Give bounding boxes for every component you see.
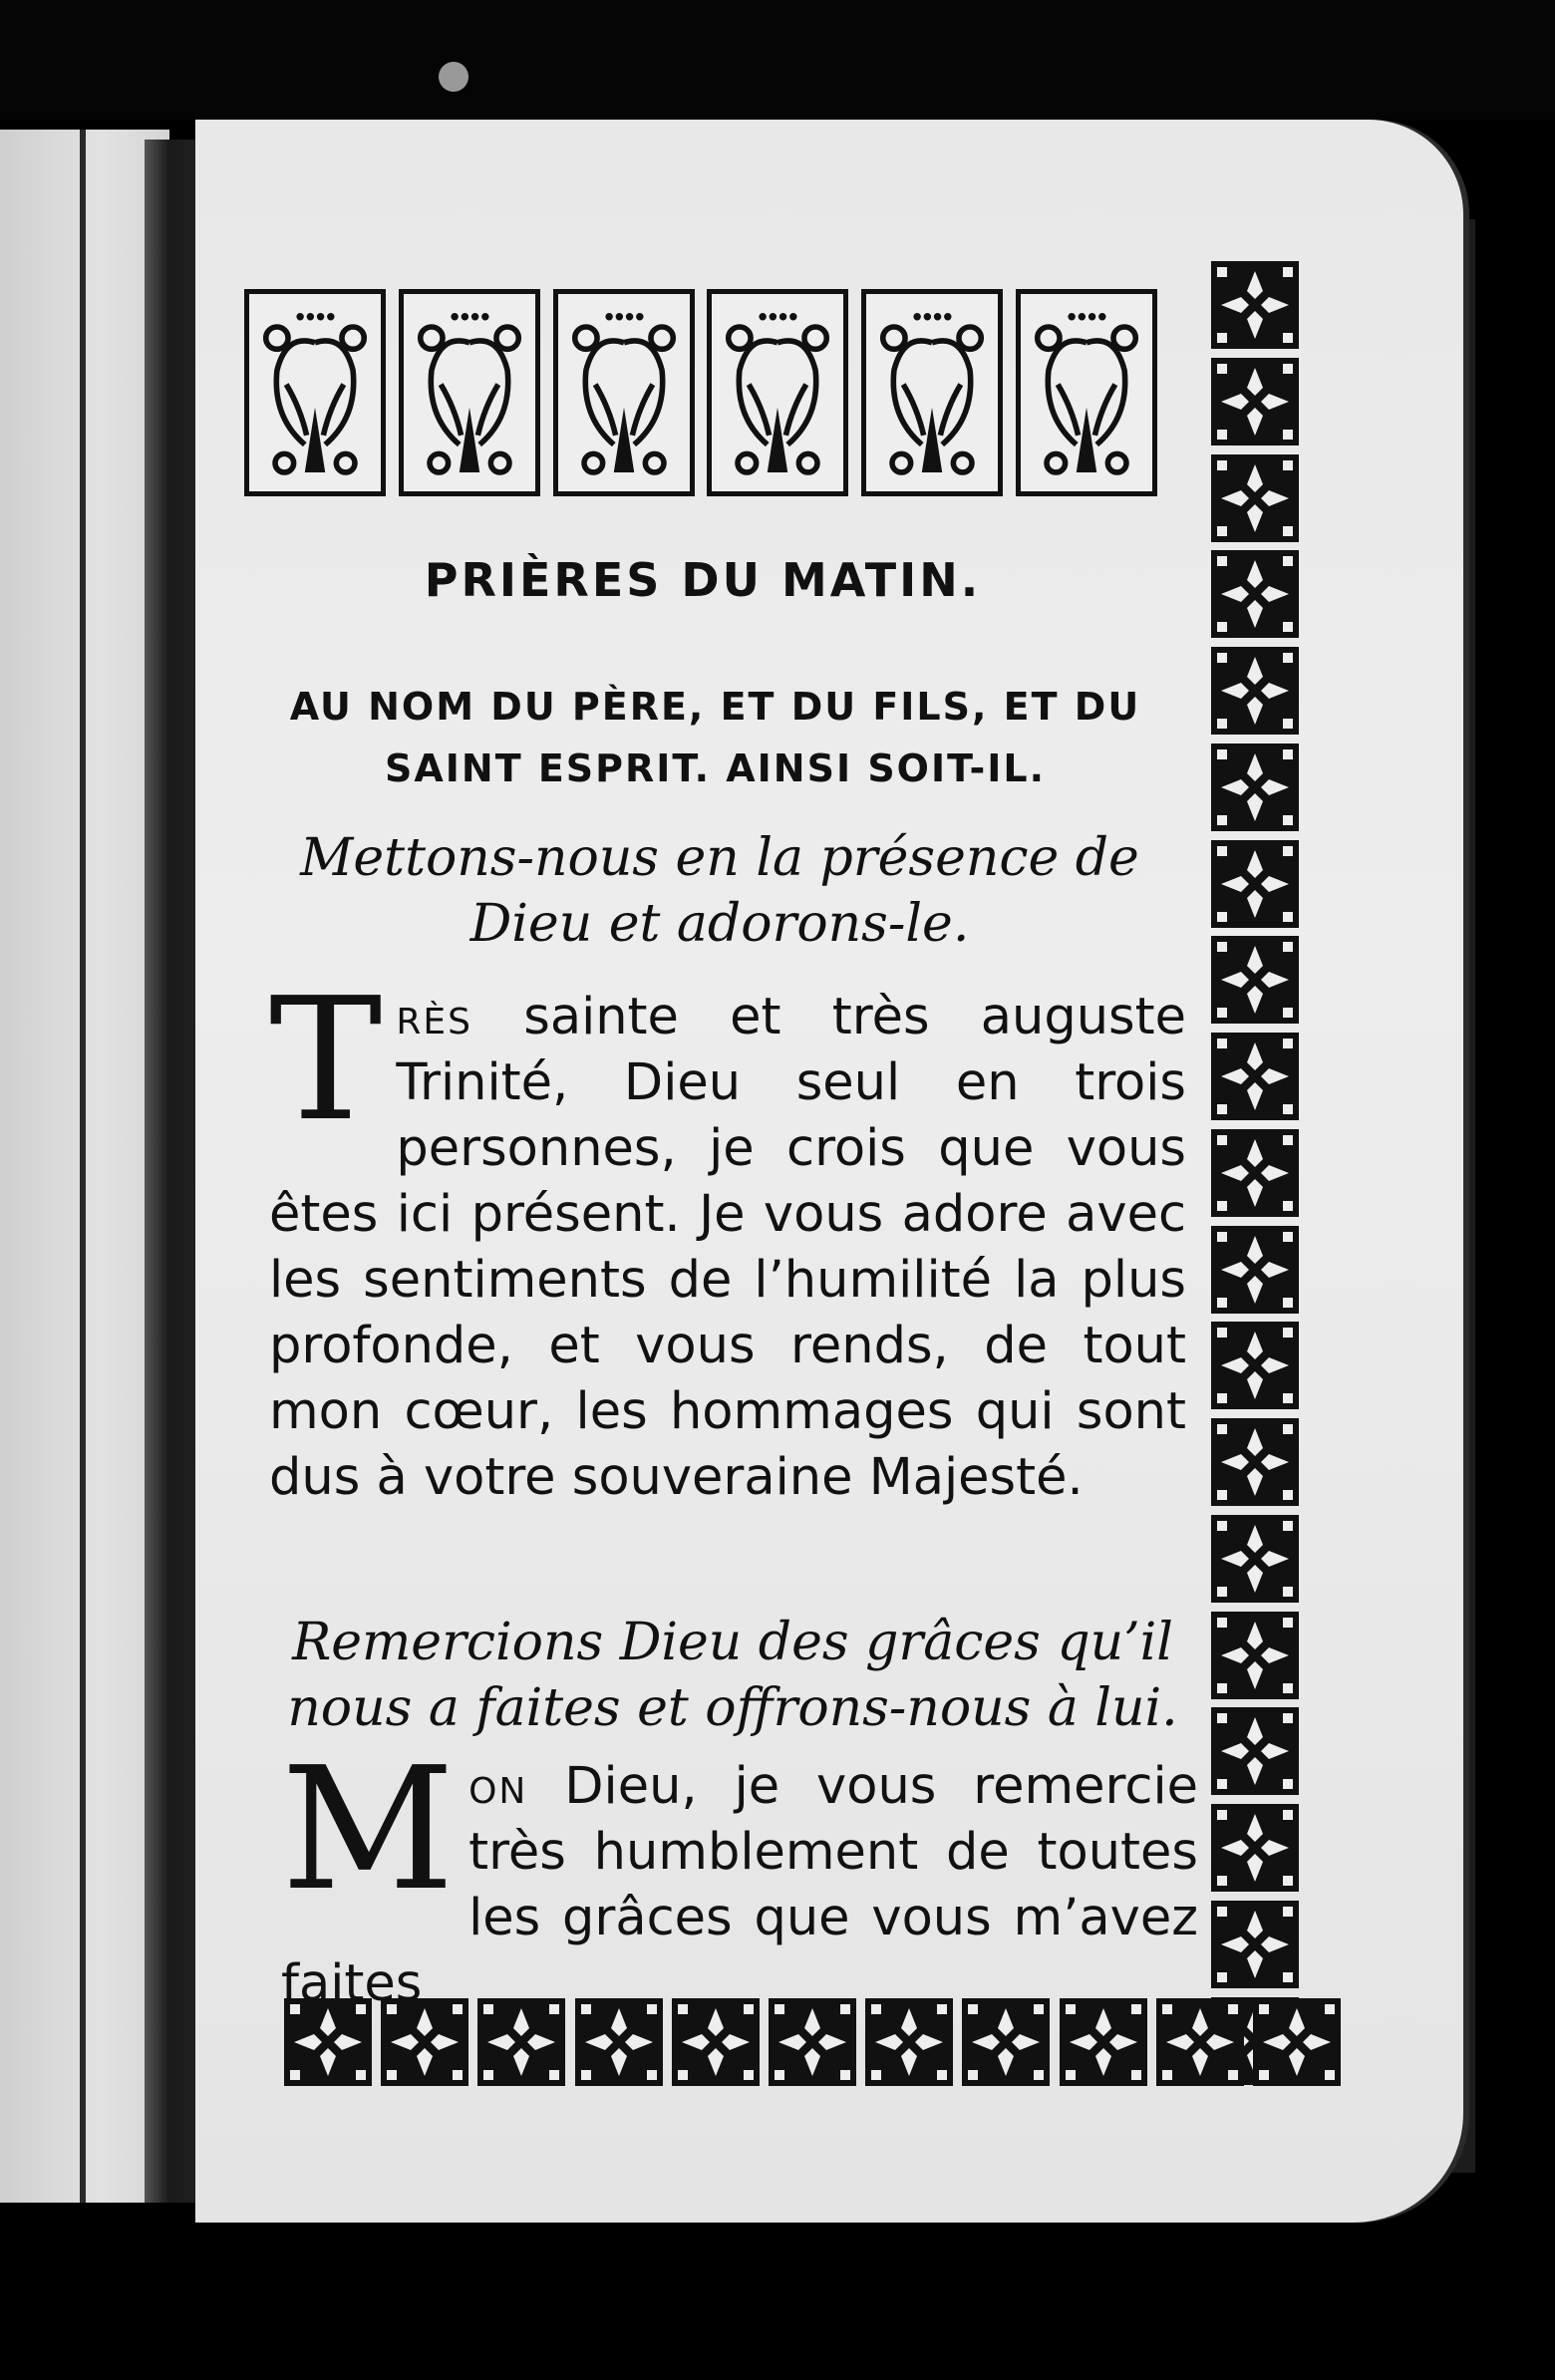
drop-cap: M xyxy=(281,1731,456,1929)
winged-ornament-icon xyxy=(244,289,386,496)
winged-ornament-icon xyxy=(553,289,695,496)
winged-ornament-icon xyxy=(707,289,848,496)
cross-ornament-icon xyxy=(1211,936,1299,1024)
prayer-thanksgiving xyxy=(281,1731,1198,2017)
small-caps-lead: on xyxy=(468,1757,528,1816)
page-title: PRIÈRES DU MATIN. xyxy=(424,553,982,607)
ornamental-frieze xyxy=(244,289,1157,500)
cross-ornament-icon xyxy=(1211,1901,1299,1988)
cross-ornament-icon xyxy=(1211,647,1299,735)
drop-cap: T xyxy=(269,962,383,1159)
cross-ornament-icon xyxy=(1253,1998,1341,2086)
cross-ornament-icon xyxy=(1211,1129,1299,1217)
cross-ornament-icon xyxy=(1211,840,1299,928)
cross-border-right xyxy=(1211,261,1303,2085)
film-margin xyxy=(0,0,1555,120)
cross-ornament-icon xyxy=(1211,1612,1299,1699)
winged-ornament-icon xyxy=(1016,289,1157,496)
cross-ornament-icon xyxy=(1211,1322,1299,1409)
cross-ornament-icon xyxy=(1211,1418,1299,1506)
prayer-text: Dieu, je vous remercie très humblement de toutes les grâces que vous m’avez faites xyxy=(281,1757,1198,2013)
winged-ornament-icon xyxy=(861,289,1003,496)
film-speck xyxy=(439,62,468,92)
cross-ornament-icon xyxy=(1211,1033,1299,1120)
rubric-presence: Mettons-nous en la présence de Dieu et adorons-le. xyxy=(300,828,1139,954)
prayer-adoration xyxy=(269,962,1186,1511)
prayer-text: sainte et très auguste Trinité, Dieu seul en trois personnes, je crois que vous êtes ici présent. Je vous adore avec les sentiments de l’humilité la plus profonde, et vous rends, de tout mon cœur, les hommages qui sont dus à votre souveraine Majesté. xyxy=(269,988,1186,1507)
winged-ornament-icon xyxy=(399,289,540,496)
facing-page-rule xyxy=(80,130,86,2203)
cross-ornament-icon xyxy=(1211,1515,1299,1603)
invocation: AU NOM DU PÈRE, ET DU FILS, ET DU SAINT ESPRIT. AINSI SOIT-IL. xyxy=(289,685,1141,790)
cross-ornament-icon xyxy=(1211,358,1299,446)
cross-ornament-icon xyxy=(1211,1707,1299,1795)
cross-ornament-icon xyxy=(1211,1804,1299,1892)
cross-ornament-icon xyxy=(1211,261,1299,349)
cross-ornament-icon xyxy=(1211,744,1299,831)
small-caps-lead: rès xyxy=(396,988,473,1046)
cross-ornament-icon xyxy=(1211,454,1299,542)
cross-ornament-icon xyxy=(1211,1226,1299,1314)
cross-ornament-icon xyxy=(1211,550,1299,638)
rubric-thanksgiving: Remercions Dieu des grâces qu’il nous a faites et offrons-nous à lui. xyxy=(287,1613,1178,1738)
